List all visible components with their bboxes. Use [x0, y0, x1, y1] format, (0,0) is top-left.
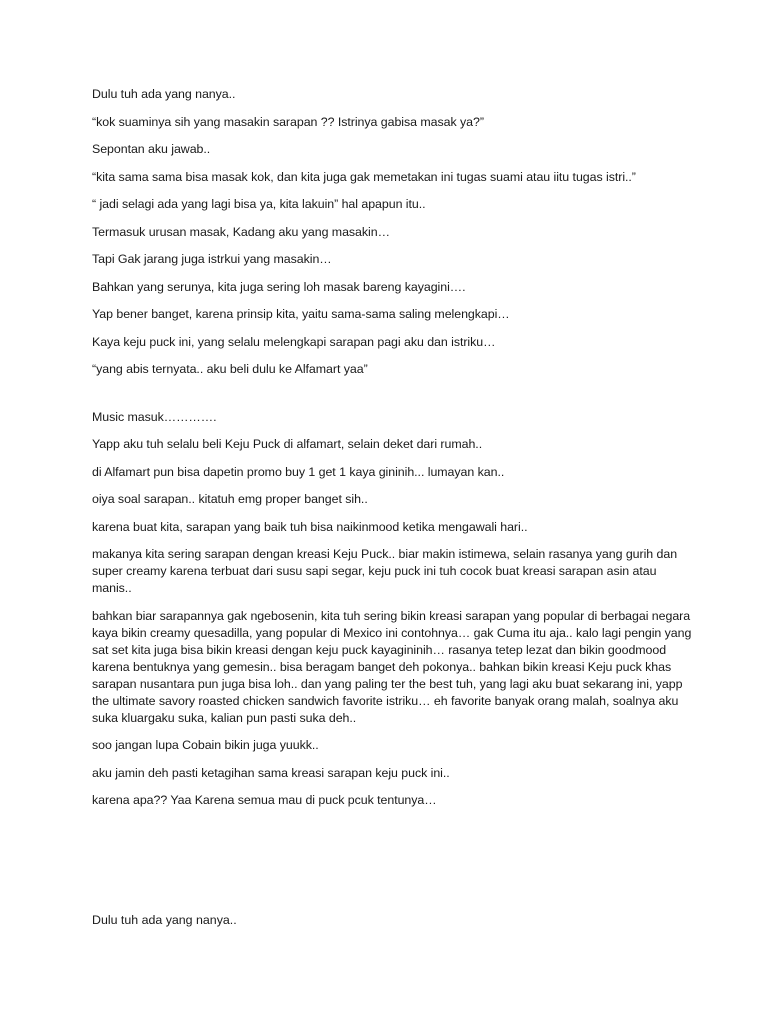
paragraph: Yap bener banget, karena prinsip kita, yaitu sama-sama saling melengkapi… [92, 307, 510, 321]
paragraph: makanya kita sering sarapan dengan kreasi Keju Puck.. biar makin istimewa, selain rasanya yang gurih dan super creamy karena terbuat dari susu sapi segar, keju puck ini tuh cocok buat kreasi sarapan asin atau manis.. [92, 547, 678, 595]
paragraph: Yapp aku tuh selalu beli Keju Puck di alfamart, selain deket dari rumah.. [92, 437, 483, 451]
paragraph: oiya soal sarapan.. kitatuh emg proper banget sih.. [92, 492, 368, 506]
document-body [92, 86, 692, 820]
paragraph: Dulu tuh ada yang nanya.. [92, 913, 237, 927]
paragraph: bahkan biar sarapannya gak ngebosenin, kita tuh sering bikin kreasi sarapan yang popular di berbagai negara kaya bikin creamy quesadilla, yang popular di Mexico ini contohnya… gak Cuma itu aja.. kalo lagi pengin yang sat set kita juga bisa bikin kreasi dengan keju puck kayagininih… rasanya tetep lezat dan bikin goodmood karena bentuknya yang gemesin.. bisa beragam banget deh pokonya.. bahkan bikin kreasi Keju puck khas sarapan nusantara pun juga bisa loh.. dan yang paling ter the best tuh, yang lagi aku buat sekarang ini, yapp the ultimate savory roasted chicken sandwich favorite istriku… eh favorite banyak orang malah, soalnya aku suka kluargaku suka, kalian pun pasti suka deh.. [92, 608, 692, 725]
paragraph: Tapi Gak jarang juga istrkui yang masakin… [92, 252, 332, 266]
paragraph: “yang abis ternyata.. aku beli dulu ke Alfamart yaa” [92, 362, 368, 376]
paragraph: Termasuk urusan masak, Kadang aku yang masakin… [92, 224, 390, 239]
paragraph: di Alfamart pun bisa dapetin promo buy 1 get 1 kaya gininih... lumayan kan.. [92, 464, 505, 479]
paragraph: Music masuk…………. [92, 409, 217, 424]
paragraph-spacer [92, 389, 692, 409]
paragraph: aku jamin deh pasti ketagihan sama kreasi sarapan keju puck ini.. [92, 765, 450, 780]
paragraph: Bahkan yang serunya, kita juga sering loh masak bareng kayagini…. [92, 279, 466, 294]
paragraph: “ jadi selagi ada yang lagi bisa ya, kita lakuin” hal apapun itu.. [92, 197, 426, 211]
paragraph: “kita sama sama bisa masak kok, dan kita juga gak memetakan ini tugas suami atau iitu tugas istri..” [92, 169, 636, 184]
paragraph: Kaya keju puck ini, yang selalu melengkapi sarapan pagi aku dan istriku… [92, 334, 496, 349]
paragraph: karena apa?? Yaa Karena semua mau di puck pcuk tentunya… [92, 793, 437, 807]
paragraph: soo jangan lupa Cobain bikin juga yuukk.. [92, 738, 319, 752]
paragraph: karena buat kita, sarapan yang baik tuh bisa naikinmood ketika mengawali hari.. [92, 519, 528, 534]
paragraph: Dulu tuh ada yang nanya.. [92, 87, 236, 101]
paragraph: “kok suaminya sih yang masakin sarapan ?? Istrinya gabisa masak ya?” [92, 114, 484, 129]
paragraph: Sepontan aku jawab.. [92, 142, 211, 156]
